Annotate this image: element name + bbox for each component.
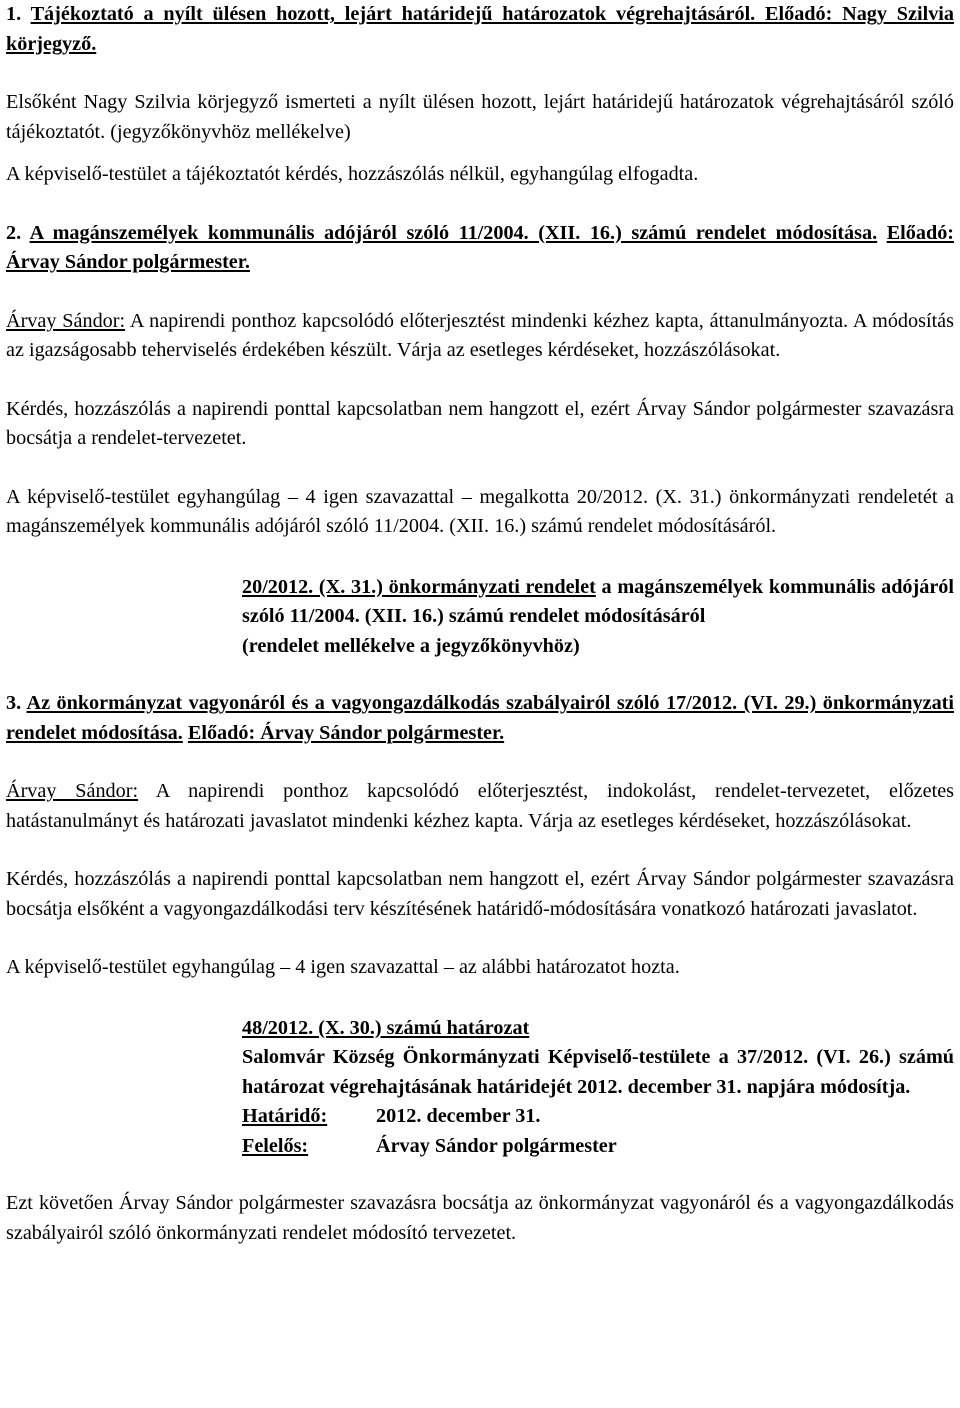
item2-speech: [6, 307, 954, 366]
item2-presenter: Előadó: Árvay Sándor polgármester.: [6, 221, 955, 273]
item3-deadline-value: 2012. december 31.: [376, 1105, 541, 1127]
item3-heading: [6, 689, 954, 748]
item3-responsible-value: Árvay Sándor polgármester: [376, 1134, 617, 1157]
item1-paragraph1: [6, 88, 954, 147]
item2-result: A képviselő-testület egyhangúlag – 4 igen szavazattal – megalkotta 20/2012. (X. 31.) önkormányzati rendeletét a magánszemélyek kommunális adójáról szóló 11/2004. (XII. 16.) számú rendelet módosításáról.: [6, 485, 954, 537]
item3-presenter: Előadó: Árvay Sándor polgármester.: [187, 721, 505, 744]
item2-speaker: Árvay Sándor:: [6, 309, 126, 332]
item2-number: 2.: [6, 221, 22, 244]
item3-resolution-text: Salomvár Község Önkormányzati Képviselő-testülete a 37/2012. (VI. 26.) számú határozat végrehajtásának határidejét 2012. december 31. napjára módosítja.: [242, 1046, 954, 1098]
item3-speech-text: A napirendi ponthoz kapcsolódó előterjesztést, indokolást, rendelet-tervezetet, előzetes hatástanulmányt és határozati javaslatot mindenki kézhez kapta. Várja az esetleges kérdéseket, hozzászólásokat.: [6, 780, 955, 832]
item2-decree-note: (rendelet mellékelve a jegyzőkönyvhöz): [242, 634, 580, 657]
item3-deadline: [242, 1102, 954, 1132]
item2-title: A magánszemélyek kommunális adójáról szóló 11/2004. (XII. 16.) számú rendelet módosítása.: [29, 221, 878, 244]
item3-title: Az önkormányzat vagyonáról és a vagyongazdálkodás szabályairól szóló 17/2012. (VI. 29.) önkormányzati rendelet módosítása.: [6, 692, 954, 744]
item3-responsible-label: Felelős:: [242, 1134, 309, 1157]
item2-heading: [6, 219, 954, 278]
item3-vote-call: Kérdés, hozzászólás a napirendi ponttal kapcsolatban nem hangzott el, ezért Árvay Sándor polgármester szavazásra bocsátja elsőként a vagyongazdálkodási terv készítésének határidő-módosítására vonatkozó határozati javaslatot.: [6, 868, 954, 920]
item3-result: A képviselő-testület egyhangúlag – 4 igen szavazattal – az alábbi határozatot hozta.: [6, 956, 680, 978]
item1-p1-note: (jegyzőkönyvhöz mellékelve): [110, 120, 351, 143]
item3-final: Ezt követően Árvay Sándor polgármester szavazásra bocsátja az önkormányzat vagyonáról és a vagyongazdálkodás szabályairól szóló önkormányzati rendelet módosító tervezetet.: [6, 1192, 954, 1244]
item3-deadline-label: Határidő:: [242, 1105, 328, 1127]
item1-paragraph2: A képviselő-testület a tájékoztatót kérdés, hozzászólás nélkül, egyhangúlag elfogadta.: [6, 163, 699, 185]
item2-decree: [242, 573, 954, 632]
item2-decree-title: a magánszemélyek kommunális adójáról szóló 11/2004. (XII. 16.) számú rendelet módosításáról: [242, 575, 954, 627]
item3-resolution-block: [242, 1014, 954, 1162]
item2-speech-text: A napirendi ponthoz kapcsolódó előterjesztést mindenki kézhez kapta, áttanulmányozta. A módosítás az igazságosabb teherviselés érdekében készült. Várja az esetleges kérdéseket, hozzászólásokat.: [6, 309, 954, 361]
item1-p1-main: Elsőként Nagy Szilvia körjegyző ismerteti a nyílt ülésen hozott, lejárt határidejű határozatok végrehajtásáról szóló tájékoztatót.: [6, 91, 954, 143]
item3-responsible: [242, 1132, 954, 1162]
item3-speaker: Árvay Sándor:: [6, 780, 139, 802]
document-page: [6, 0, 954, 1248]
item2-vote-call: Kérdés, hozzászólás a napirendi ponttal kapcsolatban nem hangzott el, ezért Árvay Sándor polgármester szavazásra bocsátja a rendelet-tervezetet.: [6, 397, 954, 449]
item1-title: Tájékoztató a nyílt ülésen hozott, lejárt határidejű határozatok végrehajtásáról. Előadó: Nagy Szilvia körjegyző.: [6, 3, 954, 55]
item3-resolution-number: 48/2012. (X. 30.) számú határozat: [242, 1016, 530, 1039]
item3-speech: [6, 777, 954, 836]
item1-number: 1.: [6, 3, 22, 25]
item1-heading: [6, 0, 954, 59]
item3-number: 3.: [6, 692, 22, 714]
item2-decree-block: [242, 573, 954, 662]
item2-decree-number: 20/2012. (X. 31.) önkormányzati rendelet: [242, 575, 596, 598]
